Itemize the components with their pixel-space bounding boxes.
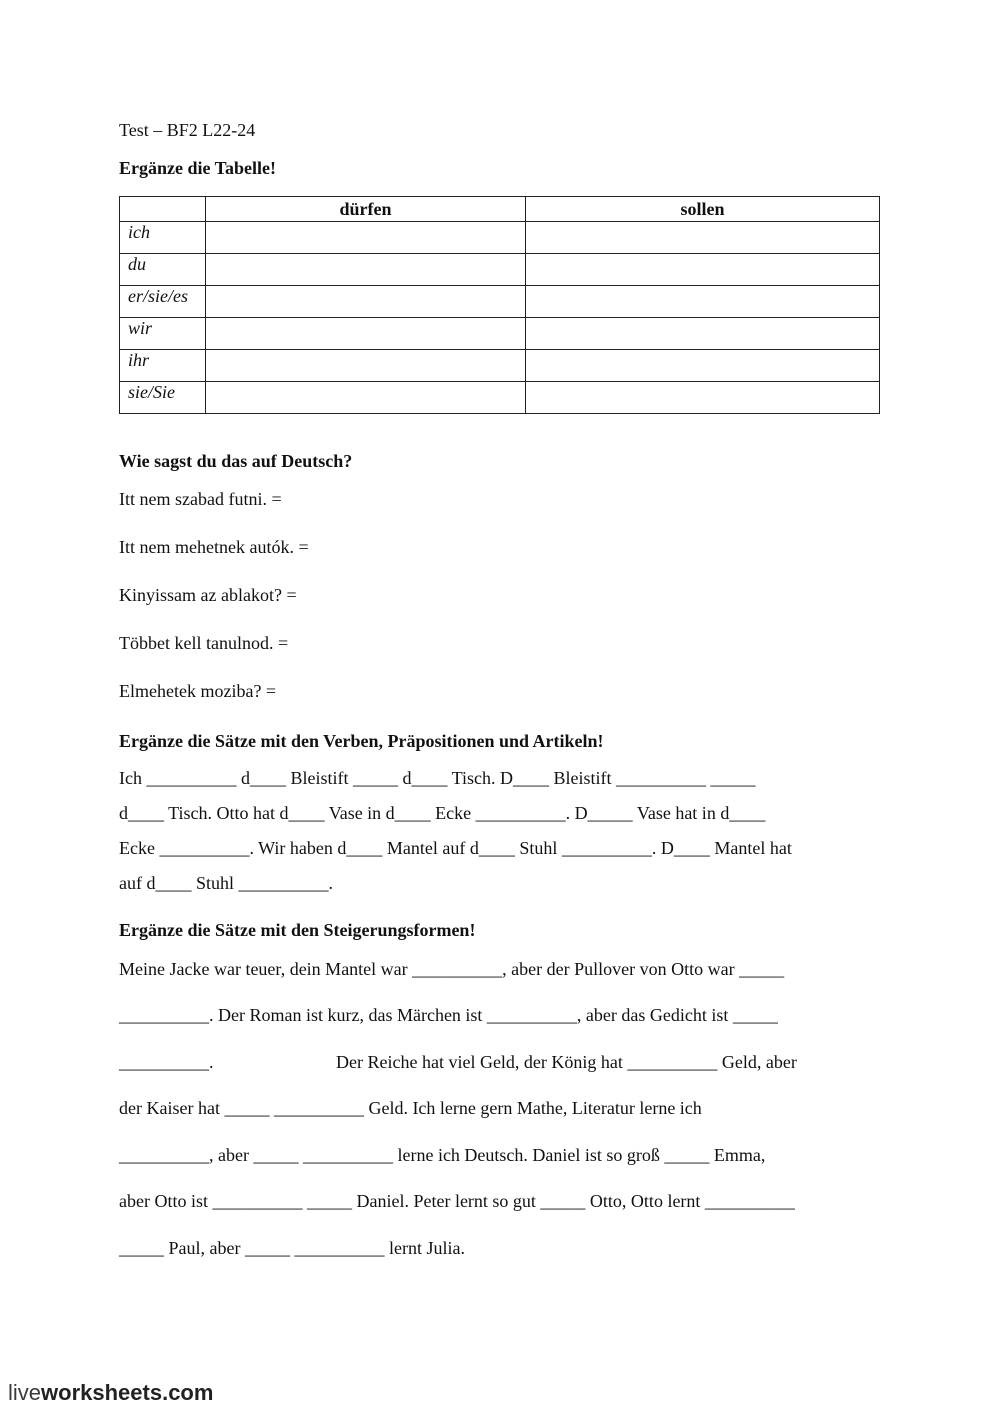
table-header-sollen: sollen <box>526 197 880 222</box>
pronoun-cell: ich <box>120 222 206 254</box>
answer-cell-sollen[interactable] <box>526 222 880 254</box>
cloze-line: Meine Jacke war teuer, dein Mantel war __________, aber der Pullover von Otto war _____ <box>119 959 785 979</box>
answer-cell-sollen[interactable] <box>526 350 880 382</box>
answer-cell-sollen[interactable] <box>526 318 880 350</box>
table-row <box>120 318 880 350</box>
cloze-line-part: Der Reiche hat viel Geld, der König hat __________ Geld, aber <box>336 1052 797 1072</box>
table-row <box>120 254 880 286</box>
answer-cell-duerfen[interactable] <box>206 382 526 414</box>
conjugation-table <box>119 196 880 414</box>
logo-light-text: live <box>8 1380 42 1405</box>
table-header-row <box>120 197 880 222</box>
table-header-empty <box>120 197 206 222</box>
pronoun-cell: wir <box>120 318 206 350</box>
cloze-line: Ecke __________. Wir haben d____ Mantel auf d____ Stuhl __________. D____ Mantel hat <box>119 838 792 858</box>
cloze-line-part: __________. <box>119 1052 214 1072</box>
answer-cell-sollen[interactable] <box>526 382 880 414</box>
answer-cell-duerfen[interactable] <box>206 254 526 286</box>
section-heading-translate: Wie sagst du das auf Deutsch? <box>119 451 353 471</box>
logo-bold-text: worksheets <box>41 1380 163 1405</box>
table-row <box>120 350 880 382</box>
answer-cell-duerfen[interactable] <box>206 350 526 382</box>
answer-cell-duerfen[interactable] <box>206 222 526 254</box>
section-heading-prepositions: Ergänze die Sätze mit den Verben, Präpositionen und Artikeln! <box>119 731 604 751</box>
section-heading-comparison: Ergänze die Sätze mit den Steigerungsformen! <box>119 920 476 940</box>
section-heading-table: Ergänze die Tabelle! <box>119 158 276 178</box>
cloze-line: d____ Tisch. Otto hat d____ Vase in d____ Ecke __________. D_____ Vase hat in d____ <box>119 803 766 823</box>
answer-cell-sollen[interactable] <box>526 254 880 286</box>
document-title: Test – BF2 L22-24 <box>119 120 256 140</box>
table-row <box>120 222 880 254</box>
answer-cell-duerfen[interactable] <box>206 318 526 350</box>
cloze-line: aber Otto ist __________ _____ Daniel. Peter lernt so gut _____ Otto, Otto lernt __________ <box>119 1191 795 1211</box>
cloze-line: auf d____ Stuhl __________. <box>119 873 333 893</box>
pronoun-cell: sie/Sie <box>120 382 206 414</box>
pronoun-cell: ihr <box>120 350 206 382</box>
pronoun-cell: du <box>120 254 206 286</box>
cloze-line: der Kaiser hat _____ __________ Geld. Ich lerne gern Mathe, Literatur lerne ich <box>119 1098 702 1118</box>
liveworksheets-logo <box>8 1380 213 1406</box>
logo-suffix-text: .com <box>162 1380 214 1405</box>
translate-line: Itt nem mehetnek autók. = <box>119 537 309 557</box>
cloze-line: __________, aber _____ __________ lerne ich Deutsch. Daniel ist so groß _____ Emma, <box>119 1145 766 1165</box>
cloze-line: _____ Paul, aber _____ __________ lernt Julia. <box>119 1238 465 1258</box>
table-row <box>120 286 880 318</box>
answer-cell-sollen[interactable] <box>526 286 880 318</box>
cloze-line: Ich __________ d____ Bleistift _____ d____ Tisch. D____ Bleistift __________ _____ <box>119 768 756 788</box>
table-row <box>120 382 880 414</box>
pronoun-cell: er/sie/es <box>120 286 206 318</box>
table-header-duerfen: dürfen <box>206 197 526 222</box>
cloze-line: __________. Der Roman ist kurz, das Märchen ist __________, aber das Gedicht ist _____ <box>119 1005 778 1025</box>
translate-line: Itt nem szabad futni. = <box>119 489 282 509</box>
answer-cell-duerfen[interactable] <box>206 286 526 318</box>
translate-line: Elmehetek moziba? = <box>119 681 277 701</box>
translate-line: Többet kell tanulnod. = <box>119 633 289 653</box>
translate-line: Kinyissam az ablakot? = <box>119 585 297 605</box>
